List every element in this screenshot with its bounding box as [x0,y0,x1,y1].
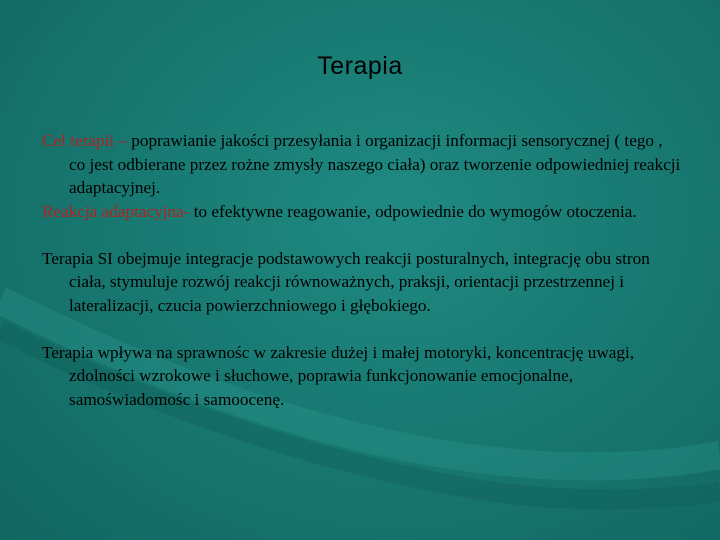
definition-term: Reakcja adaptacyjna- [42,201,190,221]
spacer [42,317,682,341]
definition-text: poprawianie jakości przesyłania i organizacji informacji sensorycznej ( tego , co jest odbierane przez rożne zmysły naszego ciała) oraz tworzenie odpowiedniej reakcji adaptacyjnej. [69,131,681,197]
definition-adaptive-response [42,200,682,224]
slide-body [42,129,682,411]
paragraph-therapy-effects: Terapia wpływa na sprawnośc w zakresie dużej i małej motoryki, koncentrację uwagi, zdolności wzrokowe i słuchowe, poprawia funkcjonowanie emocjonalne, samoświadomośc i samoocenę. [42,342,635,409]
paragraph-therapy-scope: Terapia SI obejmuje integracje podstawowych reakcji posturalnych, integrację obu stron ciała, stymuluje rozwój reakcji równoważnych, praksji, orientacji przestrzennej i lateralizacji, czucia powierzchniowego i głębokiego. [42,248,650,315]
spacer [42,223,682,247]
definition-text: to efektywne reagowanie, odpowiednie do wymogów otoczenia. [189,201,637,221]
definition-term: Cel terapii – [42,131,127,150]
slide-title: Terapia [317,52,403,80]
definition-goal [42,129,682,200]
